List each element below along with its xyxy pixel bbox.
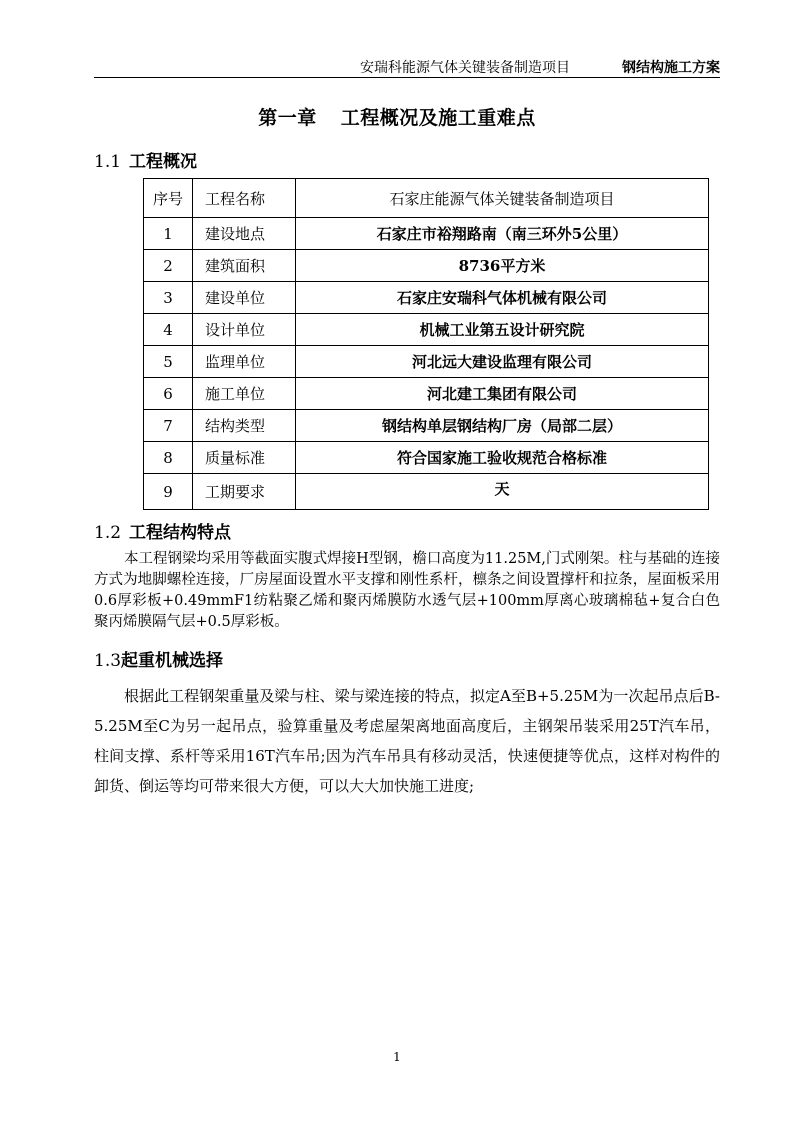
table-cell: 3 <box>144 282 193 314</box>
page-number: 1 <box>393 1050 401 1064</box>
table-cell: 7 <box>144 410 193 442</box>
chapter-title <box>0 103 794 130</box>
table-cell: 结构类型 <box>193 410 296 442</box>
chapter-name: 工程概况及施工重难点 <box>340 107 536 129</box>
table-cell: 钢结构单层钢结构厂房（局部二层） <box>296 410 709 442</box>
table-cell: 序号 <box>144 179 193 218</box>
table-cell: 工程名称 <box>193 179 296 218</box>
table-cell: 监理单位 <box>193 346 296 378</box>
table-cell: 8 <box>144 442 193 474</box>
table-cell: 设计单位 <box>193 314 296 346</box>
table-cell: 机械工业第五设计研究院 <box>296 314 709 346</box>
table-cell: 4 <box>144 314 193 346</box>
section-title: 工程结构特点 <box>129 523 232 543</box>
table-header-row <box>144 179 709 218</box>
table-row <box>144 474 709 510</box>
table-cell: 9 <box>144 474 193 510</box>
section-heading-1-1 <box>94 147 197 172</box>
chapter-number: 第一章 <box>258 107 317 129</box>
section-heading-1-2 <box>94 518 231 543</box>
table-cell: 建筑面积 <box>193 250 296 282</box>
table-cell: 1 <box>144 218 193 250</box>
table-cell: 2 <box>144 250 193 282</box>
table-row <box>144 442 709 474</box>
table-cell: 石家庄安瑞科气体机械有限公司 <box>296 282 709 314</box>
table-cell: 8736平方米 <box>296 250 709 282</box>
page-header <box>94 55 720 78</box>
section-title: 起重机械选择 <box>121 651 224 671</box>
table-row <box>144 378 709 410</box>
table-cell: 6 <box>144 378 193 410</box>
section-number: 1.1 <box>94 152 122 172</box>
table-row <box>144 250 709 282</box>
table-cell: 施工单位 <box>193 378 296 410</box>
table-cell: 5 <box>144 346 193 378</box>
table-cell: 符合国家施工验收规范合格标准 <box>296 442 709 474</box>
table-cell: 质量标准 <box>193 442 296 474</box>
crane-paragraph: 根据此工程钢架重量及梁与柱、梁与梁连接的特点，拟定A至B+5.25M为一次起吊点后B-5.25M至C为另一起吊点，验算重量及考虑屋架离地面高度后，主钢架吊装采用25T汽车吊，柱间支撑、系杆等采用16T汽车吊;因为汽车吊具有移动灵活，快速便捷等优点，这样对构件的卸货、倒运等均可带来很大方便，可以大大加快施工进度; <box>94 687 720 795</box>
structure-paragraph: 本工程钢梁均采用等截面实腹式焊接H型钢，檐口高度为11.25M,门式刚架。柱与基础的连接方式为地脚螺栓连接，厂房屋面设置水平支撑和刚性系杆，檩条之间设置撑杆和拉条，屋面板采用0.6厚彩板+0.49mmF1纺粘聚乙烯和聚丙烯膜防水透气层+100mm厚离心玻璃棉毡+复合白色聚丙烯膜隔气层+0.5厚彩板。 <box>94 551 720 630</box>
section-title: 工程概况 <box>129 152 198 172</box>
table-row <box>144 346 709 378</box>
table-cell: 河北建工集团有限公司 <box>296 378 709 410</box>
table-row <box>144 282 709 314</box>
table-cell: 建设地点 <box>193 218 296 250</box>
section-number: 1.2 <box>94 523 122 543</box>
table-row <box>144 410 709 442</box>
table-row <box>144 218 709 250</box>
table-cell: 工期要求 <box>193 474 296 510</box>
table-cell: 石家庄市裕翔路南（南三环外5公里） <box>296 218 709 250</box>
section-number: 1.3 <box>94 651 122 671</box>
table-cell: 天 <box>296 474 709 510</box>
table-cell: 建设单位 <box>193 282 296 314</box>
header-project: 安瑞科能源气体关键装备制造项目 <box>360 60 570 76</box>
table-row <box>144 314 709 346</box>
table-cell: 石家庄能源气体关键装备制造项目 <box>296 179 709 218</box>
table-cell: 河北远大建设监理有限公司 <box>296 346 709 378</box>
project-info-table <box>143 178 709 510</box>
header-doc-title: 钢结构施工方案 <box>622 60 720 76</box>
section-heading-1-3 <box>94 646 223 671</box>
